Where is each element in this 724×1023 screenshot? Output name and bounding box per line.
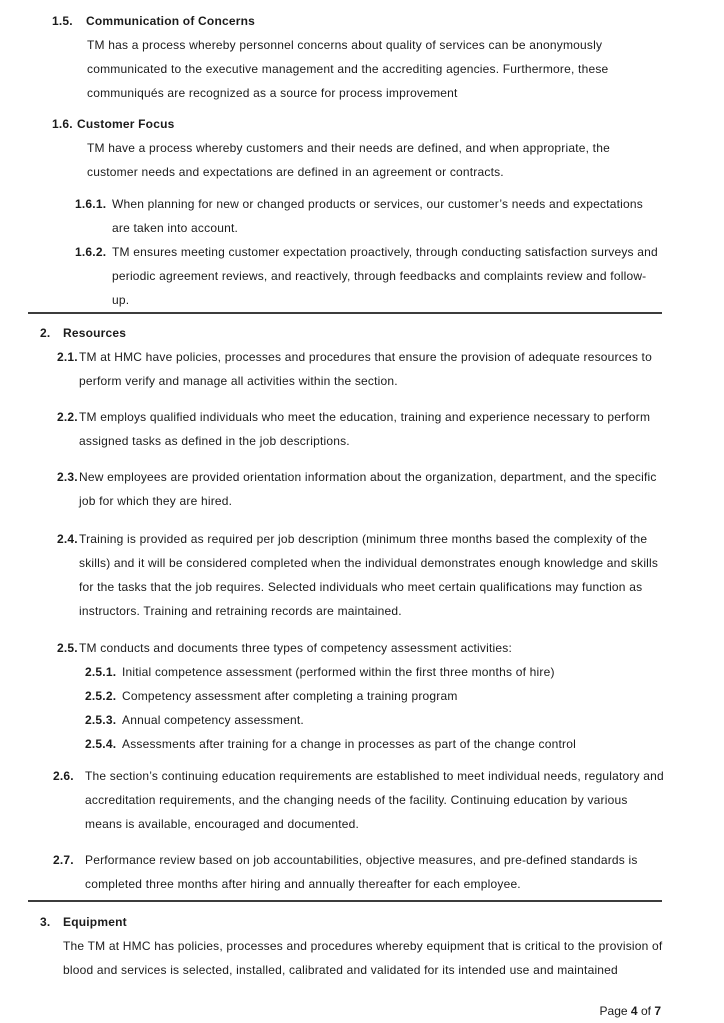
section-1-5-heading bbox=[0, 9, 680, 33]
item-text: TM employs qualified individuals who meet the education, training and experience necessary to perform assigned tasks as defined in the job descriptions. bbox=[79, 410, 651, 448]
item-number: 2.6. bbox=[53, 769, 74, 783]
footer-of-label: of bbox=[640, 1004, 651, 1018]
footer-page-number: 4 bbox=[630, 1004, 638, 1018]
section-1-6-body: TM have a process whereby customers and their needs are defined, and when appropriate, the customer needs and expectations are defined in an agreement or contracts. bbox=[87, 141, 610, 179]
section-title: Resources bbox=[63, 326, 127, 340]
item-number: 2.1. bbox=[57, 350, 78, 364]
list-item-2-4 bbox=[0, 527, 668, 623]
item-text: Competency assessment after completing a training program bbox=[122, 689, 458, 703]
item-number: 1.6.1. bbox=[75, 197, 107, 211]
list-item-2-5-4 bbox=[0, 732, 710, 756]
item-number: 2.7. bbox=[53, 853, 74, 867]
list-item-2-5-1 bbox=[0, 660, 710, 684]
item-text: Annual competency assessment. bbox=[122, 713, 304, 727]
item-number: 2.3. bbox=[57, 470, 78, 484]
section-1-5-body: TM has a process whereby personnel concerns about quality of services can be anonymously communicated to the executive management and the accrediting agencies. Furthermore, these communiqués are recognized as a source for process improvement bbox=[87, 38, 609, 100]
list-item-2-3 bbox=[0, 465, 668, 513]
item-number: 2.5.4. bbox=[85, 737, 117, 751]
footer-page-label: Page bbox=[599, 1004, 628, 1018]
section-divider bbox=[28, 312, 662, 314]
footer-total-pages: 7 bbox=[654, 1004, 661, 1018]
list-item-2-2 bbox=[0, 405, 668, 453]
item-number: 2.5. bbox=[57, 641, 78, 655]
item-number: 1.6.2. bbox=[75, 245, 107, 259]
list-item-1-6-2 bbox=[0, 240, 660, 312]
item-text: TM ensures meeting customer expectation proactively, through conducting satisfaction surveys and periodic agreement reviews, and reactively, through feedbacks and complaints review and follow-up. bbox=[112, 245, 658, 307]
section-title: Equipment bbox=[63, 915, 127, 929]
item-text: When planning for new or changed products or services, our customer’s needs and expectations are taken into account. bbox=[112, 197, 643, 235]
section-divider bbox=[28, 900, 662, 902]
list-item-1-6-1 bbox=[0, 192, 660, 240]
section-number: 1.5. bbox=[52, 14, 73, 28]
list-item-2-6 bbox=[0, 764, 664, 836]
section-number: 1.6. bbox=[52, 117, 73, 131]
item-text: Training is provided as required per job description (minimum three months based the complexity of the skills) and it will be considered completed when the individual demonstrates enough knowledge and skills for the tasks that the job requires. Selected individuals who meet certain qualifications may function as instructors. Training and retraining records are maintained. bbox=[79, 532, 659, 618]
section-3-body: The TM at HMC has policies, processes and procedures whereby equipment that is critical to the provision of blood and services is selected, installed, calibrated and validated for its intended use and maintained bbox=[63, 939, 663, 977]
section-number: 2. bbox=[40, 326, 51, 340]
list-item-2-7 bbox=[0, 848, 664, 896]
item-number: 2.2. bbox=[57, 410, 78, 424]
item-text: Assessments after training for a change in processes as part of the change control bbox=[122, 737, 576, 751]
section-number: 3. bbox=[40, 915, 51, 929]
item-text: New employees are provided orientation information about the organization, department, and the specific job for which they are hired. bbox=[79, 470, 657, 508]
section-title: Customer Focus bbox=[77, 117, 175, 131]
item-text: Initial competence assessment (performed within the first three months of hire) bbox=[122, 665, 555, 679]
list-item-2-5 bbox=[0, 636, 668, 660]
item-text: TM conducts and documents three types of competency assessment activities: bbox=[79, 641, 512, 655]
list-item-2-1 bbox=[0, 345, 668, 393]
section-2-heading bbox=[0, 321, 680, 345]
section-3-heading bbox=[0, 910, 680, 934]
item-number: 2.5.2. bbox=[85, 689, 117, 703]
list-item-2-5-2 bbox=[0, 684, 710, 708]
item-number: 2.5.1. bbox=[85, 665, 117, 679]
page-footer bbox=[0, 999, 724, 1023]
item-number: 2.5.3. bbox=[85, 713, 117, 727]
item-text: Performance review based on job accountabilities, objective measures, and pre-defined standards is completed three months after hiring and annually thereafter for each employee. bbox=[85, 853, 638, 891]
item-text: TM at HMC have policies, processes and procedures that ensure the provision of adequate resources to perform verify and manage all activities within the section. bbox=[79, 350, 652, 388]
item-text: The section’s continuing education requirements are established to meet individual needs, regulatory and accreditation requirements, and the changing needs of the facility. Continuing education by various means is available, encouraged and documented. bbox=[85, 769, 664, 831]
item-number: 2.4. bbox=[57, 532, 78, 546]
section-title: Communication of Concerns bbox=[86, 14, 256, 28]
list-item-2-5-3 bbox=[0, 708, 710, 732]
section-1-6-heading bbox=[0, 112, 680, 136]
